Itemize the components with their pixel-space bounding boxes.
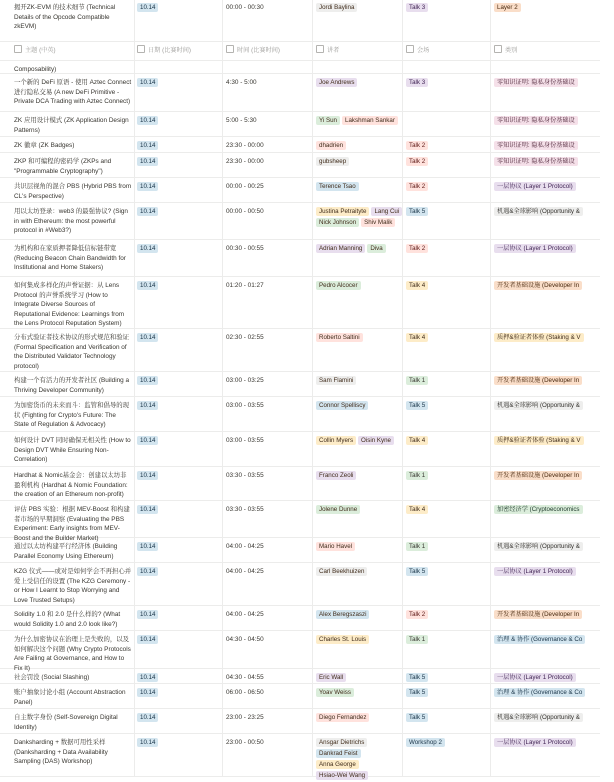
venue-tag: Talk 1 [406,542,428,551]
row-time: 02:30 - 02:55 [226,334,264,341]
row-title[interactable]: Composability) [14,66,57,73]
row-time: 23:00 - 00:50 [226,739,264,746]
speaker-tag: Oisin Kyne [358,436,394,445]
speaker-list [316,141,406,152]
column-divider [222,0,223,777]
speaker-tag: Terence Tsao [316,182,359,191]
list-icon [316,45,324,53]
speaker-tag: Sam Flamini [316,376,356,385]
speaker-tag: gubsheep [316,157,349,166]
speaker-list [316,688,406,699]
speaker-list [316,281,406,292]
date-tag: 10.14 [137,738,158,747]
speaker-list [316,635,406,646]
date-tag: 10.14 [137,207,158,216]
date-tag: 10.14 [137,567,158,576]
table-row[interactable] [0,606,600,631]
venue-tag: Talk 5 [406,673,428,682]
speaker-list [316,673,406,684]
speaker-list [316,157,406,168]
column-divider [312,0,313,777]
row-time: 23:30 - 00:00 [226,142,264,149]
table-body [0,61,600,777]
date-tag: 10.14 [137,182,158,191]
date-tag: 10.14 [137,471,158,480]
row-title[interactable]: 社会罚没 (Social Slashing) [14,674,90,681]
category-tag: 开发者基础设施 (Developer In [494,376,582,385]
table-row[interactable] [0,61,600,74]
speaker-tag: Adrian Manning [316,244,365,253]
row-title[interactable]: Danksharding + 数据可用性采样 (Danksharding + Data Availability Sampling (DAS) Workshop) [14,739,108,766]
row-title[interactable]: 账户抽象讨论小组 (Account Abstraction Panel) [14,689,126,706]
speaker-tag: Yi Sun [316,116,340,125]
table-row[interactable] [0,467,600,501]
row-time: 04:00 - 04:25 [226,543,264,550]
category-tag: 零知识证明: 隐私身份基础设 [494,116,578,125]
date-tag: 10.14 [137,505,158,514]
speaker-list [316,116,406,127]
speaker-list [316,182,406,193]
category-tag: 开发者基础设施 (Developer In [494,610,582,619]
header-category-label: 类别 [505,47,518,54]
row-time: 06:00 - 06:50 [226,689,264,696]
row-time: 00:00 - 00:30 [226,4,264,11]
speaker-list [316,436,406,447]
venue-tag: Talk 1 [406,376,428,385]
category-tag: 加密经济学 (Cryptoeconomics [494,505,583,514]
date-tag: 10.14 [137,673,158,682]
venue-tag: Workshop 2 [406,738,445,747]
venue-tag: Talk 2 [406,182,428,191]
speaker-list [316,542,406,553]
table-row[interactable] [0,397,600,432]
row-time: 4:30 - 5:00 [226,79,257,86]
header-venue[interactable] [406,45,429,55]
table-row[interactable] [0,178,600,203]
header-title-label: 主题 (中英) [25,47,56,54]
speaker-tag: Hsiao-Wei Wang [316,771,368,780]
venue-tag: Talk 1 [406,635,428,644]
venue-tag: Talk 4 [406,505,428,514]
venue-tag: Talk 5 [406,713,428,722]
venue-tag: Talk 5 [406,207,428,216]
row-time: 03:30 - 03:55 [226,506,264,513]
table-row[interactable] [0,501,600,542]
category-tag: 一层协议 (Layer 1 Protocol) [494,182,576,191]
table-row[interactable] [0,240,600,277]
header-title[interactable] [14,45,56,55]
date-tag: 10.14 [137,401,158,410]
category-tag: Layer 2 [494,3,521,12]
table-row[interactable] [0,538,600,563]
speaker-tag: Shiv Malik [361,218,395,227]
speaker-list [316,713,406,724]
speaker-tag: Lang Cui [371,207,402,216]
date-tag: 10.14 [137,141,158,150]
row-time: 23:00 - 23:25 [226,714,264,721]
category-tag: 一层协议 (Layer 1 Protocol) [494,567,576,576]
row-title[interactable]: 共识层视角的混合 PBS (Hybrid PBS from CL's Perspective) [14,183,132,200]
table-row[interactable] [0,372,600,397]
row-title[interactable]: 一个新的 DeFi 原语 - 使用 Aztec Connect 进行隐私交易 (A new DeFi Primitive - Private DCA Trading with Aztec Connect) [14,79,132,106]
category-tag: 一层协议 (Layer 1 Protocol) [494,244,576,253]
speaker-tag: Diego Fernandez [316,713,369,722]
venue-tag: Talk 2 [406,244,428,253]
speaker-tag: Roberto Saltini [316,333,363,342]
row-time: 03:30 - 03:55 [226,472,264,479]
speaker-tag: Carl Beekhuizen [316,567,367,576]
row-time: 04:00 - 04:25 [226,568,264,575]
table-row[interactable] [0,631,600,672]
row-title[interactable]: 构建一个有活力的开发者社区 (Building a Thriving Developer Community) [14,377,130,394]
speaker-list [316,471,406,482]
category-tag: 零知识证明: 隐私身份基础设 [494,78,578,87]
header-speaker-label: 讲者 [327,47,340,54]
row-title[interactable]: ZK 徽章 (ZK Badges) [14,142,75,149]
table-row[interactable] [0,137,600,153]
header-speaker[interactable] [316,45,339,55]
speaker-list [316,376,406,387]
calendar-icon [137,45,145,53]
category-tag: 治理 & 协作 (Governance & Co [494,635,585,644]
row-time: 03:00 - 03:25 [226,377,264,384]
row-title[interactable]: 为什么加密协议在治理上是失败的，以及如何解决这个问题 (Why Crypto Protocols Are Failing at Governance, and How to Fix It) [14,636,131,672]
speaker-list [316,244,406,255]
speaker-tag: Dankrad Feist [316,749,361,758]
date-tag: 10.14 [137,635,158,644]
row-title[interactable]: ZK 应用设计模式 (ZK Application Design Patterns) [14,117,129,134]
row-title[interactable]: 评估 PBS 实验：根据 MEV-Boost 和构建者市场的早期洞察 (Evaluating the PBS Experiment: Early insights from MEV-Boost and the Builder Market) [14,506,130,542]
table-row[interactable] [0,432,600,467]
date-tag: 10.14 [137,157,158,166]
table-row[interactable] [0,153,600,178]
speaker-tag: Nick Johnson [316,218,359,227]
speaker-tag: Collin Myers [316,436,356,445]
speaker-tag: Yoav Weiss [316,688,354,697]
row-title[interactable]: Hardhat & Nomic基金会：创建以太坊非盈利机构 (Hardhat & Nomic Foundation: the creation of an Ethereum non-profit) [14,472,128,499]
speaker-tag: Eric Wall [316,673,346,682]
category-tag: 机遇&全球影响 (Opportunity & [494,207,583,216]
category-tag: 一层协议 (Layer 1 Protocol) [494,673,576,682]
speaker-tag: Pedro Alcocer [316,281,361,290]
date-tag: 10.14 [137,333,158,342]
speaker-tag: Diva [367,244,385,253]
speaker-tag: Joe Andrews [316,78,357,87]
category-tag: 机遇&全球影响 (Opportunity & [494,542,583,551]
venue-tag: Talk 3 [406,3,428,12]
venue-tag: Talk 3 [406,78,428,87]
speaker-tag: Charles St. Louis [316,635,369,644]
header-time-label: 时间 (比赛时间) [237,47,280,54]
row-title[interactable]: 为机构和在家质押者降低信标链带宽 (Reducing Beacon Chain Bandwidth for Institutional and Home Stakers) [14,245,126,272]
category-tag: 质押&验证者体验 (Staking & V [494,436,584,445]
table-header [0,42,600,61]
date-tag: 10.14 [137,244,158,253]
row-title[interactable]: 分布式验证者技术协议的形式规范和验证 (Formal Specification and Verification of the Distributed Validator Technology protocol) [14,334,130,370]
category-tag: 机遇&全球影响 (Opportunity & [494,401,583,410]
row-time: 04:00 - 04:25 [226,611,264,618]
table-row[interactable] [0,734,600,777]
speaker-tag: Connor Spelliscy [316,401,368,410]
clock-icon [226,45,234,53]
column-divider [402,0,403,777]
speaker-list [316,567,406,578]
row-title[interactable]: KZG 仪式——或对是如何学会不再担心并爱上受信任的设置 (The KZG Ceremony - or How I Learnt to Stop Worrying and Love Trusted Setups) [14,568,132,604]
table-row[interactable] [0,669,600,684]
table-row[interactable] [0,74,600,112]
category-tag: 零知识证明: 隐私身份基础设 [494,157,578,166]
select-icon [494,45,502,53]
row-time: 03:00 - 03:55 [226,437,264,444]
date-tag: 10.14 [137,3,158,12]
row-time: 5:00 - 5:30 [226,117,257,124]
row-time: 03:00 - 03:55 [226,402,264,409]
venue-tag: Talk 5 [406,567,428,576]
speaker-tag: Jolene Dunne [316,505,360,514]
row-title[interactable]: 如何设计 DVT 同时确保无相关性 (How to Design DVT While Ensuring Non-Correlation) [14,437,131,464]
row-title[interactable]: 自主数字身份 (Self-Sovereign Digital Identity) [14,714,118,731]
date-tag: 10.14 [137,116,158,125]
speaker-tag: Ansgar Dietrichs [316,738,367,747]
header-date[interactable] [137,45,191,55]
venue-tag: Talk 4 [406,281,428,290]
date-tag: 10.14 [137,713,158,722]
select-icon [406,45,414,53]
header-category[interactable] [494,45,517,55]
speaker-list [316,610,406,621]
speaker-list [316,333,406,344]
row-title[interactable]: 为加密货币的未来而斗：监管和倡导的现状 (Fighting for Crypto's Future: The State of Regulation & Advocacy) [14,402,130,429]
table-row[interactable] [0,684,600,709]
venue-tag: Talk 5 [406,688,428,697]
speaker-tag: Franco Zeoli [316,471,356,480]
row-time: 01:20 - 01:27 [226,282,264,289]
category-tag: 一层协议 (Layer 1 Protocol) [494,738,576,747]
speaker-tag: Jordi Baylina [316,3,357,12]
speaker-tag: Lakshman Sankar [342,116,398,125]
column-divider [490,0,491,777]
text-icon [14,45,22,53]
speaker-tag: Alex Beregszaszi [316,610,369,619]
category-tag: 机遇&全球影响 (Opportunity & [494,713,583,722]
date-tag: 10.14 [137,78,158,87]
date-tag: 10.14 [137,542,158,551]
table-row[interactable] [0,709,600,734]
venue-tag: Talk 2 [406,610,428,619]
venue-tag: Talk 4 [406,436,428,445]
table-row[interactable] [0,0,600,42]
venue-tag: Talk 5 [406,401,428,410]
header-time[interactable] [226,45,280,55]
row-title[interactable]: Solidity 1.0 和 2.0 是什么样的? (What would Solidity 1.0 and 2.0 look like?) [14,611,121,628]
row-time: 00:30 - 00:55 [226,245,264,252]
category-tag: 零知识证明: 隐私身份基础设 [494,141,578,150]
row-time: 23:30 - 00:00 [226,158,264,165]
venue-tag: Talk 2 [406,157,428,166]
speaker-tag: dhadrien [316,141,346,150]
table-row[interactable] [0,277,600,329]
table-row[interactable] [0,112,600,137]
row-time: 04:30 - 04:55 [226,674,264,681]
row-title[interactable]: ZKP 和可编程的密码学 (ZKPs and "Programmable Cryptography") [14,158,112,175]
header-venue-label: 会场 [417,47,430,54]
venue-tag: Talk 4 [406,333,428,342]
speaker-list [316,505,406,516]
speaker-list [316,401,406,412]
speaker-list [316,207,406,229]
table-row[interactable] [0,329,600,372]
category-tag: 开发者基础设施 (Developer In [494,471,582,480]
row-time: 04:30 - 04:50 [226,636,264,643]
column-divider [134,0,135,777]
venue-tag: Talk 1 [406,471,428,480]
category-tag: 开发者基础设施 (Developer In [494,281,582,290]
row-time: 00:00 - 00:50 [226,208,264,215]
table-row[interactable] [0,563,600,606]
row-title[interactable]: 揭开ZK-EVM 的技术细节 (Technical Details of the Opcode Compatible zkEVM) [14,4,116,31]
speaker-tag: Justina Petraityte [316,207,369,216]
speaker-tag: Anna George [316,760,359,769]
row-title[interactable]: 用以太坊登录：web3 的最强协议? (Sign in with Ethereum: the most powerful protocol in #Web3?) [14,208,128,235]
date-tag: 10.14 [137,436,158,445]
date-tag: 10.14 [137,688,158,697]
row-title[interactable]: 通过以太坊构建平行经济体 (Building Parallel Economy Using Ethereum) [14,543,118,560]
category-tag: 质押&验证者体验 (Staking & V [494,333,584,342]
table-row[interactable] [0,203,600,240]
speaker-list [316,78,406,89]
date-tag: 10.14 [137,281,158,290]
speaker-list [316,738,406,782]
category-tag: 治理 & 协作 (Governance & Co [494,688,585,697]
date-tag: 10.14 [137,610,158,619]
speaker-tag: Mario Havel [316,542,355,551]
row-title[interactable]: 如何集成多样化的声誉证据：从 Lens Protocol 的声誉系统学习 (How to Integrate Diverse Sources of Reputational Evidence: Learnings from the Lens Protocol Reputation System) [14,282,125,328]
venue-tag: Talk 2 [406,141,428,150]
header-date-label: 日期 (比赛时间) [148,47,191,54]
row-time: 00:00 - 00:25 [226,183,264,190]
date-tag: 10.14 [137,376,158,385]
